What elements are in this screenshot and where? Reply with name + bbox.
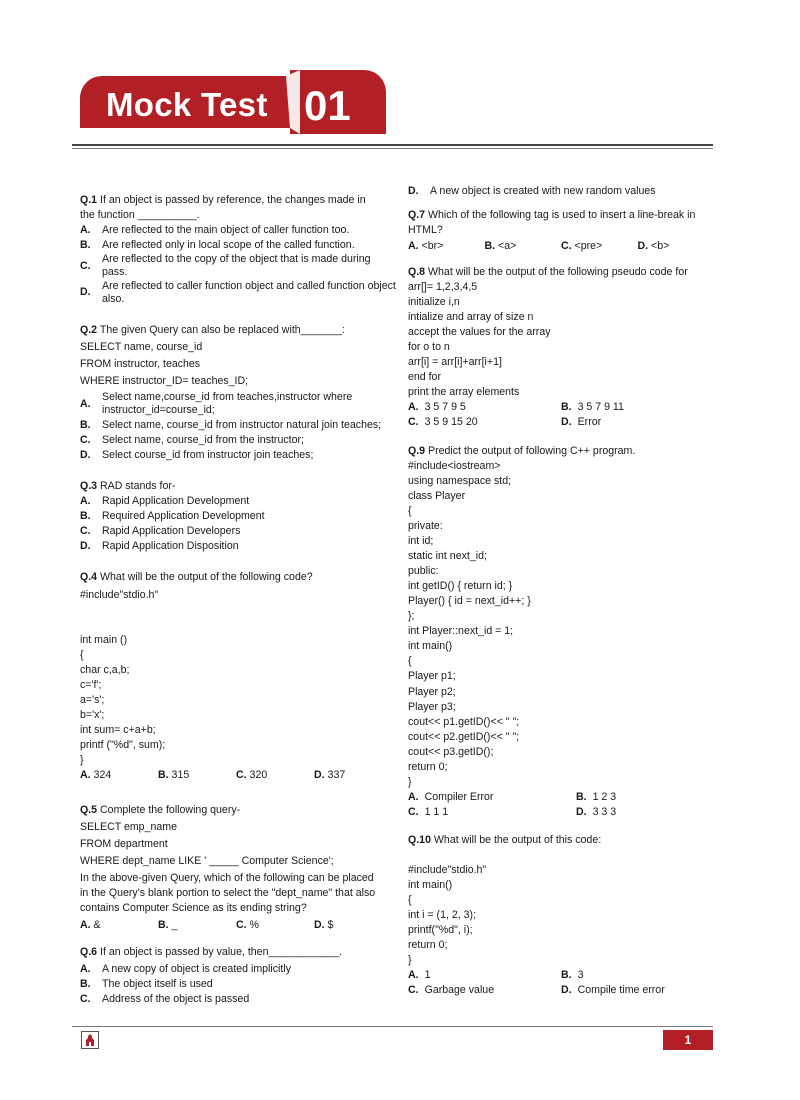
code-line: print the array elements: [408, 386, 520, 399]
code-line: initialize i,n: [408, 296, 460, 309]
code-line: {: [408, 655, 412, 668]
code-line: };: [408, 610, 415, 623]
code-line: Player p2;: [408, 685, 456, 698]
option-d[interactable]: D. 3 3 3: [576, 805, 617, 818]
option-b[interactable]: B. 1 2 3: [576, 790, 617, 803]
question-text: Q.3 RAD stands for-: [80, 480, 176, 492]
question-text: Q.4 What will be the output of the following code?: [80, 571, 313, 583]
code-line: {: [408, 894, 412, 907]
code-line: #include"stdio.h": [408, 864, 487, 877]
code-line: arr[i] = arr[i]+arr[i+1]: [408, 356, 502, 369]
options-grid: [408, 400, 714, 430]
code-line: int i = (1, 2, 3);: [408, 909, 477, 922]
option-b[interactable]: B. _: [158, 919, 178, 932]
publisher-logo-icon: [81, 1031, 99, 1049]
option-d[interactable]: D. Select course_id from instructor join teaches;: [80, 448, 314, 461]
footer-rule: [72, 1026, 713, 1027]
header-rule-thin: [72, 148, 713, 149]
option-a[interactable]: A. &: [80, 919, 101, 932]
question-text-cont: the function __________.: [80, 209, 200, 222]
option-a[interactable]: A. 3 5 7 9 5: [408, 401, 466, 414]
option-c[interactable]: C. 1 1 1: [408, 805, 449, 818]
code-line: FROM department: [80, 838, 168, 851]
question-text: Q.2 The given Query can also be replaced with_______:: [80, 324, 345, 336]
option-a[interactable]: A. Select name,course_id from teaches,instructor where instructor_id=course_id;: [80, 391, 353, 417]
code-block: [408, 459, 714, 790]
code-line: int id;: [408, 535, 434, 548]
option-a[interactable]: A. Are reflected to the main object of caller function too.: [80, 224, 350, 237]
code-line: using namespace std;: [408, 475, 512, 488]
code-line: printf("%d", i);: [408, 924, 473, 937]
option-c[interactable]: C. Address of the object is passed: [80, 993, 250, 1006]
code-line: }: [408, 954, 412, 967]
option-d[interactable]: D. A new object is created with new random values: [408, 185, 656, 197]
code-line: class Player: [408, 490, 466, 503]
option-c[interactable]: C. %: [236, 919, 259, 932]
page-title: Mock Test: [106, 86, 268, 123]
question-9: [408, 444, 714, 820]
code-line: accept the values for the array: [408, 326, 551, 339]
option-c[interactable]: C. 3 5 9 15 20: [408, 416, 478, 429]
code-line: cout<< p3.getID();: [408, 745, 494, 758]
code-line: b='x';: [80, 709, 105, 722]
test-number: 01: [304, 82, 351, 129]
code-line: int Player::next_id = 1;: [408, 625, 514, 638]
code-line: int sum= c+a+b;: [80, 724, 156, 737]
code-line: int main(): [408, 879, 453, 892]
code-line: FROM instructor, teaches: [80, 358, 201, 371]
code-line: {: [408, 505, 412, 518]
code-line: }: [80, 754, 84, 767]
option-a[interactable]: A. 324: [80, 769, 112, 782]
code-line: cout<< p2.getID()<< " ";: [408, 730, 520, 743]
option-b[interactable]: B. Required Application Development: [80, 510, 265, 523]
option-d[interactable]: D. Compile time error: [561, 984, 665, 997]
banner-divider: [286, 70, 300, 134]
question-1: [80, 193, 396, 306]
option-b[interactable]: B. Are reflected only in local scope of the called function.: [80, 239, 355, 252]
option-b[interactable]: B. <a>: [484, 240, 517, 253]
code-line: return 0;: [408, 939, 448, 952]
question-5: [80, 803, 396, 933]
question-10: [408, 833, 714, 998]
question-6-continued: [408, 184, 714, 199]
question-text-cont: HTML?: [408, 224, 443, 237]
code-line: for o to n: [408, 341, 450, 354]
page-number: 1: [663, 1030, 713, 1050]
option-d[interactable]: D. <b>: [637, 240, 670, 253]
code-block: [408, 863, 714, 968]
option-c[interactable]: C. 320: [236, 769, 268, 782]
question-2: [80, 323, 396, 463]
option-c[interactable]: C. Rapid Application Developers: [80, 525, 241, 538]
option-b[interactable]: B. 315: [158, 769, 190, 782]
options-grid: [408, 968, 714, 998]
code-line: Player p1;: [408, 670, 456, 683]
option-a[interactable]: A. A new copy of object is created implicitly: [80, 963, 292, 976]
code-line: int main(): [408, 640, 453, 653]
code-line: Player p3;: [408, 700, 456, 713]
code-line: private:: [408, 520, 443, 533]
code-line: WHERE dept_name LIKE ' _____ Computer Science';: [80, 855, 334, 868]
code-line: public:: [408, 565, 439, 578]
code-line: int main (): [80, 634, 128, 647]
option-a[interactable]: A. Rapid Application Development: [80, 495, 250, 508]
option-c[interactable]: C. Are reflected to the copy of the object that is made during pass.: [80, 253, 371, 279]
options-row: [80, 918, 396, 933]
question-text: Q.5 Complete the following query-: [80, 804, 241, 816]
header-rule: [72, 144, 713, 146]
option-c[interactable]: C. Select name, course_id from the instructor;: [80, 433, 304, 446]
title-banner: [80, 70, 387, 134]
question-text: Q.8 What will be the output of the following pseudo code for: [408, 266, 688, 278]
code-line: static int next_id;: [408, 550, 487, 563]
question-paragraph: In the above-given Query, which of the following can be placed: [80, 872, 374, 885]
options-row: [408, 239, 714, 254]
code-line: WHERE instructor_ID= teaches_ID;: [80, 375, 249, 388]
option-c[interactable]: C. Garbage value: [408, 984, 495, 997]
option-d[interactable]: D. Rapid Application Disposition: [80, 540, 239, 553]
options-grid: [408, 790, 714, 820]
code-line: #include<iostream>: [408, 460, 501, 473]
option-c[interactable]: C. <pre>: [561, 240, 603, 253]
code-line: char c,a,b;: [80, 664, 130, 677]
question-3: [80, 479, 396, 554]
option-b[interactable]: B. 3: [561, 969, 584, 982]
code-line: c='f';: [80, 679, 102, 692]
option-a[interactable]: A. <br>: [408, 240, 444, 253]
question-text-cont: arr[]= 1,2,3,4,5: [408, 281, 478, 294]
question-paragraph: in the Query's blank portion to select the "dept_name" that also: [80, 887, 376, 900]
option-b[interactable]: B. The object itself is used: [80, 978, 213, 991]
code-line: intialize and array of size n: [408, 311, 534, 324]
code-line: end for: [408, 371, 441, 384]
code-line: SELECT emp_name: [80, 821, 177, 834]
question-6: [80, 945, 396, 1007]
question-paragraph: contains Computer Science as its ending string?: [80, 902, 307, 915]
question-text: Q.6 If an object is passed by value, then____________.: [80, 946, 343, 958]
option-a[interactable]: A. 1: [408, 969, 431, 982]
option-d[interactable]: D. 337: [314, 769, 346, 782]
option-a[interactable]: A. Compiler Error: [408, 790, 494, 803]
code-line: cout<< p1.getID()<< " ";: [408, 715, 520, 728]
code-line: #include"stdio.h": [80, 589, 159, 602]
question-text: Q.1 If an object is passed by reference, the changes made in: [80, 194, 366, 206]
question-text: Q.9 Predict the output of following C++ program.: [408, 445, 636, 457]
option-d[interactable]: D. $: [314, 919, 334, 932]
question-7: [408, 208, 714, 254]
code-line: SELECT name, course_id: [80, 341, 203, 354]
code-line: }: [408, 775, 412, 788]
code-line: printf ("%d", sum);: [80, 739, 166, 752]
options-row: [80, 768, 396, 783]
code-line: a='s';: [80, 694, 105, 707]
option-d[interactable]: D. Error: [561, 416, 602, 429]
code-line: int getID() { return id; }: [408, 580, 513, 593]
question-8: [408, 265, 714, 430]
option-d[interactable]: D. Are reflected to caller function object and called function object also.: [80, 279, 396, 305]
option-b[interactable]: B. 3 5 7 9 11: [561, 401, 624, 414]
code-line: Player() { id = next_id++; }: [408, 595, 531, 608]
question-text: Q.10 What will be the output of this code:: [408, 834, 602, 846]
question-4: [80, 570, 396, 783]
code-line: {: [80, 649, 84, 662]
question-text: Q.7 Which of the following tag is used to insert a line-break in: [408, 209, 696, 221]
option-b[interactable]: B. Select name, course_id from instructor natural join teaches;: [80, 418, 382, 431]
code-line: return 0;: [408, 760, 448, 773]
